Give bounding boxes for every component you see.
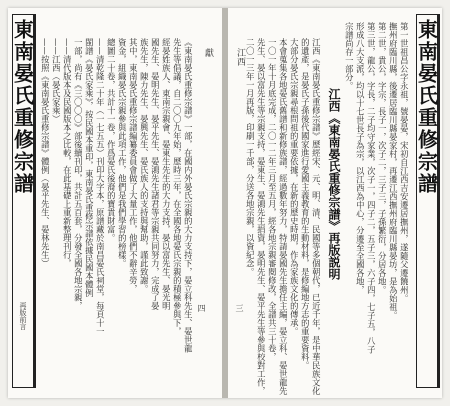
right-bottom-column: 二〇一三年一月再版，印刷一千部，分送各地宗親，以資紀念。 (245, 38, 256, 276)
left-column: ——江西（晏氏家乘） (51, 38, 62, 123)
right-side-label: 江西 (235, 48, 245, 66)
left-banner (12, 14, 36, 388)
right-page (228, 8, 442, 398)
left-column: ——清乾隆二十年（一七五五）刊印大字本，原譜藏於南昌晏氏祠堂，每頁十一 (95, 38, 106, 336)
left-banner-title: 東南晏氏重修宗譜 (10, 19, 35, 195)
left-column: ——清代版本及民國版本之比較，在此基礎上重新整理刊行， (62, 38, 73, 268)
right-page-number: 三 (235, 304, 244, 312)
right-banner-title: 東南晏氏重修宗譜 (414, 19, 439, 195)
right-top-column: 第二世，貴公，字宗，長子一，次子二，三子三，子孫繁衍，分居各地。 (377, 22, 388, 294)
left-column: 資金，組織晏氏宗親參與此項工作，他們是我們學習的榜樣。 (117, 38, 128, 268)
right-top-column: 宗譜尚存一部分。 (344, 22, 355, 90)
right-bottom-column: 一〇一年十月底完成，二〇一二年三月至五月，經各地宗親審閱修改，全譜共三十卷， (267, 38, 278, 361)
right-banner (416, 14, 440, 388)
left-column: 經晏姓族人、東南宗親會、晏東生先生的大力支持，晏以富先生、晏光明 (161, 38, 172, 310)
right-bottom-column: 的遺產，是晏氏子孫後代國家進行愛國主義教育的生動材料，是修編地方志的重要資料。 (300, 38, 311, 370)
right-bottom-column: 大部分晏氏宗親尋根問祖的重要依據，在新的歷史時期，作為家族文化的傳承。 (289, 38, 300, 336)
right-bottom-column: 先生、晏以富先生等宗親支持，晏東生、晏鴻先生捐資，晏明先生、晏平先生等參與校對工作， (256, 38, 267, 395)
left-column: 《東南晏氏重修宗譜》一部，在國内外晏氏宗親的大力支持下，晏立科先生、晏世龍 (183, 38, 194, 353)
left-column: 一部，尚有《三〇〇〇》部後續刊印，共計五百套，分發全國各地宗親， (73, 38, 84, 310)
section-title: 江西《東南晏氏重修宗譜》再版説明 (327, 88, 341, 280)
left-page-number: 四 (197, 304, 206, 312)
left-margin-label: 再版前言 (19, 302, 27, 330)
left-column: 總圖二十卷，共計十一卷，作爲晏氏後裔的寶貴財富。 (106, 38, 117, 242)
left-header-mark: 獻 (203, 48, 213, 57)
right-bottom-column: 江西《東南晏氏重修宗譜》歷經宋、元、明、清、民國等多個朝代，已近千年，是中華民族文化 (311, 38, 322, 395)
left-column: 族先生，陳力先生、晏興先生、晏氏族人的支持與幫助，謹此致謝。 (139, 38, 150, 293)
book-spread (8, 8, 442, 398)
left-column: ——按照《東南晏氏重修宗譜》體例（晏平先生、晏林先生） (40, 38, 51, 268)
left-column: 先生等倡議，自二〇〇九年始，歷時三年，在全國各地晏氏宗親的積極參與下， (172, 38, 183, 336)
left-page (8, 8, 222, 398)
right-top-column: 第一世祖昌公字永祖，號晏晏，宋初自江西吉安遷居撫州，遂隨父遷饒州。 (399, 22, 410, 303)
left-column: 閩譜《晏氏家乘》，按民國本重印，東南晏氏重修宗譜依據民國本體例 (84, 38, 95, 298)
left-column: 其中，東南晏氏重修宗譜編纂委員會做了大量工作，他們不辭辛勞， (128, 38, 139, 293)
left-column: 國先生、晏明先生、晏平先生、晏鴻先生諸君等宗親共同努力，完成了晏 (150, 38, 161, 310)
right-top-column: 第三世，龍公，字長，二子均守家業，次子一，四子二，五子三，六子四，七子五，八子 (366, 22, 377, 354)
right-top-column: 撫州府臨川縣，後遷居臨川縣晏家村，再遷江西撫州府臨川縣晏坊，是為始祖。 (388, 22, 399, 320)
right-top-column: 形成八大支派，均以十七世長子為宗，以江西為中心，分遷至全國各地， (355, 22, 366, 294)
right-bottom-column: 本會蒐集各地晏氏舊譜和新修族譜，經過數年努力，特請晏國先生擔任主編，晏立科、晏世龍先 (278, 38, 289, 395)
